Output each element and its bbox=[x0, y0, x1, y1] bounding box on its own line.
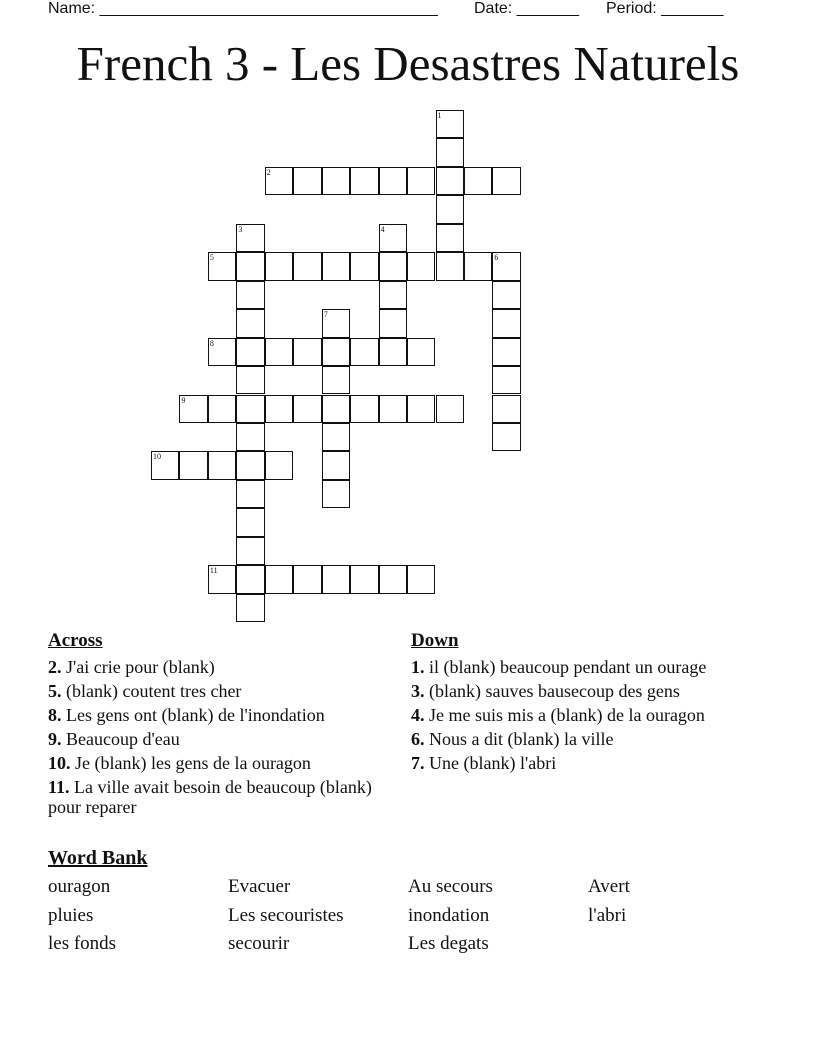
clue-across-9 bbox=[48, 729, 388, 749]
crossword-cell[interactable] bbox=[379, 395, 407, 423]
page-title: French 3 - Les Desastres Naturels bbox=[76, 36, 740, 91]
across-heading: Across bbox=[48, 630, 103, 651]
crossword-cell[interactable] bbox=[236, 565, 264, 593]
clue-text: (blank) coutent tres cher bbox=[66, 681, 242, 701]
crossword-cell[interactable] bbox=[436, 252, 464, 280]
crossword-cell[interactable] bbox=[179, 451, 207, 479]
word-bank-item: inondation bbox=[408, 905, 490, 926]
word-bank-heading: Word Bank bbox=[48, 847, 148, 869]
clue-number: 6. bbox=[411, 729, 425, 749]
crossword-cell[interactable] bbox=[407, 395, 435, 423]
crossword-cell[interactable] bbox=[236, 281, 264, 309]
word-bank-item: ouragon bbox=[48, 876, 111, 897]
crossword-cell[interactable] bbox=[407, 252, 435, 280]
clue-number: 2. bbox=[48, 657, 62, 677]
crossword-cell[interactable] bbox=[407, 167, 435, 195]
crossword-cell[interactable] bbox=[293, 338, 321, 366]
crossword-cell[interactable] bbox=[236, 395, 264, 423]
word-bank-item: Les degats bbox=[408, 933, 489, 954]
crossword-cell[interactable] bbox=[236, 309, 264, 337]
crossword-cell[interactable] bbox=[350, 565, 378, 593]
clue-number: 11. bbox=[48, 777, 70, 797]
crossword-cell[interactable] bbox=[265, 167, 293, 195]
cell-number: 9 bbox=[181, 395, 186, 405]
crossword-cell[interactable] bbox=[379, 565, 407, 593]
crossword-cell[interactable] bbox=[236, 366, 264, 394]
crossword-cell[interactable] bbox=[492, 167, 520, 195]
clue-number: 1. bbox=[411, 657, 425, 677]
crossword-cell[interactable] bbox=[322, 366, 350, 394]
crossword-cell[interactable] bbox=[322, 167, 350, 195]
word-bank-item: Evacuer bbox=[228, 876, 291, 897]
clue-text: il (blank) beaucoup pendant un ourage bbox=[429, 657, 707, 677]
cell-number: 5 bbox=[209, 253, 214, 263]
clue-text: Beaucoup d'eau bbox=[66, 729, 180, 749]
cell-number: 6 bbox=[494, 253, 499, 263]
clue-down-7 bbox=[411, 753, 741, 773]
crossword-cell[interactable] bbox=[436, 110, 464, 138]
crossword-cell[interactable] bbox=[350, 167, 378, 195]
clue-text: La ville avait besoin de beaucoup (blank) pour reparer bbox=[48, 777, 372, 817]
crossword-cell[interactable] bbox=[151, 451, 179, 479]
crossword-cell[interactable] bbox=[322, 451, 350, 479]
down-clues bbox=[411, 631, 741, 777]
clue-number: 10. bbox=[48, 753, 71, 773]
crossword-cell[interactable] bbox=[492, 309, 520, 337]
clue-text: Je (blank) les gens de la ouragon bbox=[75, 753, 311, 773]
crossword-cell[interactable] bbox=[379, 167, 407, 195]
clue-across-5 bbox=[48, 681, 388, 701]
crossword-cell[interactable] bbox=[464, 167, 492, 195]
crossword-cell[interactable] bbox=[236, 224, 264, 252]
crossword-cell[interactable] bbox=[407, 565, 435, 593]
clue-down-6 bbox=[411, 729, 741, 749]
crossword-cell[interactable] bbox=[322, 252, 350, 280]
clue-number: 9. bbox=[48, 729, 62, 749]
crossword-cell[interactable] bbox=[293, 167, 321, 195]
clue-down-1 bbox=[411, 657, 741, 677]
clue-number: 3. bbox=[411, 681, 425, 701]
crossword-cell[interactable] bbox=[208, 338, 236, 366]
crossword-cell[interactable] bbox=[436, 395, 464, 423]
crossword-cell[interactable] bbox=[236, 451, 264, 479]
crossword-cell[interactable] bbox=[492, 366, 520, 394]
word-bank-item: Au secours bbox=[408, 876, 493, 897]
clue-across-2 bbox=[48, 657, 388, 677]
clue-text: Une (blank) l'abri bbox=[429, 753, 557, 773]
crossword-cell[interactable] bbox=[236, 480, 264, 508]
crossword-cell[interactable] bbox=[265, 395, 293, 423]
crossword-cell[interactable] bbox=[179, 395, 207, 423]
crossword-cell[interactable] bbox=[236, 252, 264, 280]
crossword-cell[interactable] bbox=[265, 252, 293, 280]
cell-number: 3 bbox=[238, 224, 243, 234]
date-field-label[interactable]: Date: _______ bbox=[474, 0, 579, 17]
across-clues bbox=[48, 631, 388, 821]
clue-text: (blank) sauves bausecoup des gens bbox=[429, 681, 680, 701]
cell-number: 8 bbox=[209, 338, 214, 348]
crossword-cell[interactable] bbox=[208, 252, 236, 280]
crossword-cell[interactable] bbox=[379, 224, 407, 252]
cell-number: 7 bbox=[323, 310, 328, 320]
crossword-cell[interactable] bbox=[436, 138, 464, 166]
crossword-cell[interactable] bbox=[236, 537, 264, 565]
clue-text: J'ai crie pour (blank) bbox=[66, 657, 215, 677]
crossword-cell[interactable] bbox=[322, 395, 350, 423]
clue-text: Je me suis mis a (blank) de la ouragon bbox=[429, 705, 705, 725]
crossword-cell[interactable] bbox=[236, 338, 264, 366]
word-bank-item: l'abri bbox=[588, 905, 627, 926]
crossword-cell[interactable] bbox=[293, 395, 321, 423]
crossword-cell[interactable] bbox=[350, 395, 378, 423]
cell-number: 2 bbox=[266, 167, 271, 177]
cell-number: 4 bbox=[380, 224, 385, 234]
crossword-cell[interactable] bbox=[436, 224, 464, 252]
clue-across-11 bbox=[48, 777, 388, 817]
word-bank-item: les fonds bbox=[48, 933, 117, 954]
crossword-cell[interactable] bbox=[464, 252, 492, 280]
word-bank-item: Avert bbox=[588, 876, 630, 897]
crossword-cell[interactable] bbox=[492, 338, 520, 366]
clue-number: 5. bbox=[48, 681, 62, 701]
word-bank-item: Les secouristes bbox=[228, 905, 344, 926]
cell-number: 11 bbox=[209, 566, 218, 576]
cell-number: 10 bbox=[153, 452, 161, 462]
crossword-cell[interactable] bbox=[379, 309, 407, 337]
word-bank-item: secourir bbox=[228, 933, 290, 954]
crossword-cell[interactable] bbox=[208, 451, 236, 479]
crossword-cell[interactable] bbox=[322, 565, 350, 593]
crossword-cell[interactable] bbox=[492, 281, 520, 309]
crossword-cell[interactable] bbox=[265, 451, 293, 479]
word-bank-item: pluies bbox=[48, 905, 94, 926]
crossword-cell[interactable] bbox=[208, 395, 236, 423]
cell-number: 1 bbox=[437, 111, 442, 120]
clue-number: 8. bbox=[48, 705, 62, 725]
clue-across-8 bbox=[48, 705, 388, 725]
crossword-cell[interactable] bbox=[350, 252, 378, 280]
crossword-cell[interactable] bbox=[322, 338, 350, 366]
clue-text: Les gens ont (blank) de l'inondation bbox=[66, 705, 325, 725]
crossword-cell[interactable] bbox=[322, 480, 350, 508]
down-heading: Down bbox=[411, 630, 459, 651]
clue-across-10 bbox=[48, 753, 388, 773]
crossword-cell[interactable] bbox=[436, 195, 464, 223]
crossword-cell[interactable] bbox=[322, 309, 350, 337]
crossword-cell[interactable] bbox=[236, 508, 264, 536]
clue-number: 7. bbox=[411, 753, 425, 773]
clue-down-4 bbox=[411, 705, 741, 725]
crossword-cell[interactable] bbox=[293, 565, 321, 593]
crossword-cell[interactable] bbox=[236, 423, 264, 451]
crossword-cell[interactable] bbox=[407, 338, 435, 366]
crossword-cell[interactable] bbox=[208, 565, 236, 593]
crossword-cell[interactable] bbox=[350, 338, 378, 366]
crossword-cell[interactable] bbox=[492, 252, 520, 280]
crossword-cell[interactable] bbox=[492, 423, 520, 451]
crossword-cell[interactable] bbox=[379, 281, 407, 309]
period-field-label[interactable]: Period: _______ bbox=[606, 0, 724, 17]
name-field-label[interactable]: Name: ______________________________________ bbox=[48, 0, 438, 17]
crossword-cell[interactable] bbox=[379, 252, 407, 280]
crossword-cell[interactable] bbox=[436, 167, 464, 195]
crossword-cell[interactable] bbox=[322, 423, 350, 451]
clue-number: 4. bbox=[411, 705, 425, 725]
crossword-cell[interactable] bbox=[236, 594, 264, 622]
clue-down-3 bbox=[411, 681, 741, 701]
crossword-cell[interactable] bbox=[265, 338, 293, 366]
clue-text: Nous a dit (blank) la ville bbox=[429, 729, 614, 749]
crossword-cell[interactable] bbox=[293, 252, 321, 280]
crossword-cell[interactable] bbox=[265, 565, 293, 593]
crossword-cell[interactable] bbox=[492, 395, 520, 423]
crossword-cell[interactable] bbox=[379, 338, 407, 366]
